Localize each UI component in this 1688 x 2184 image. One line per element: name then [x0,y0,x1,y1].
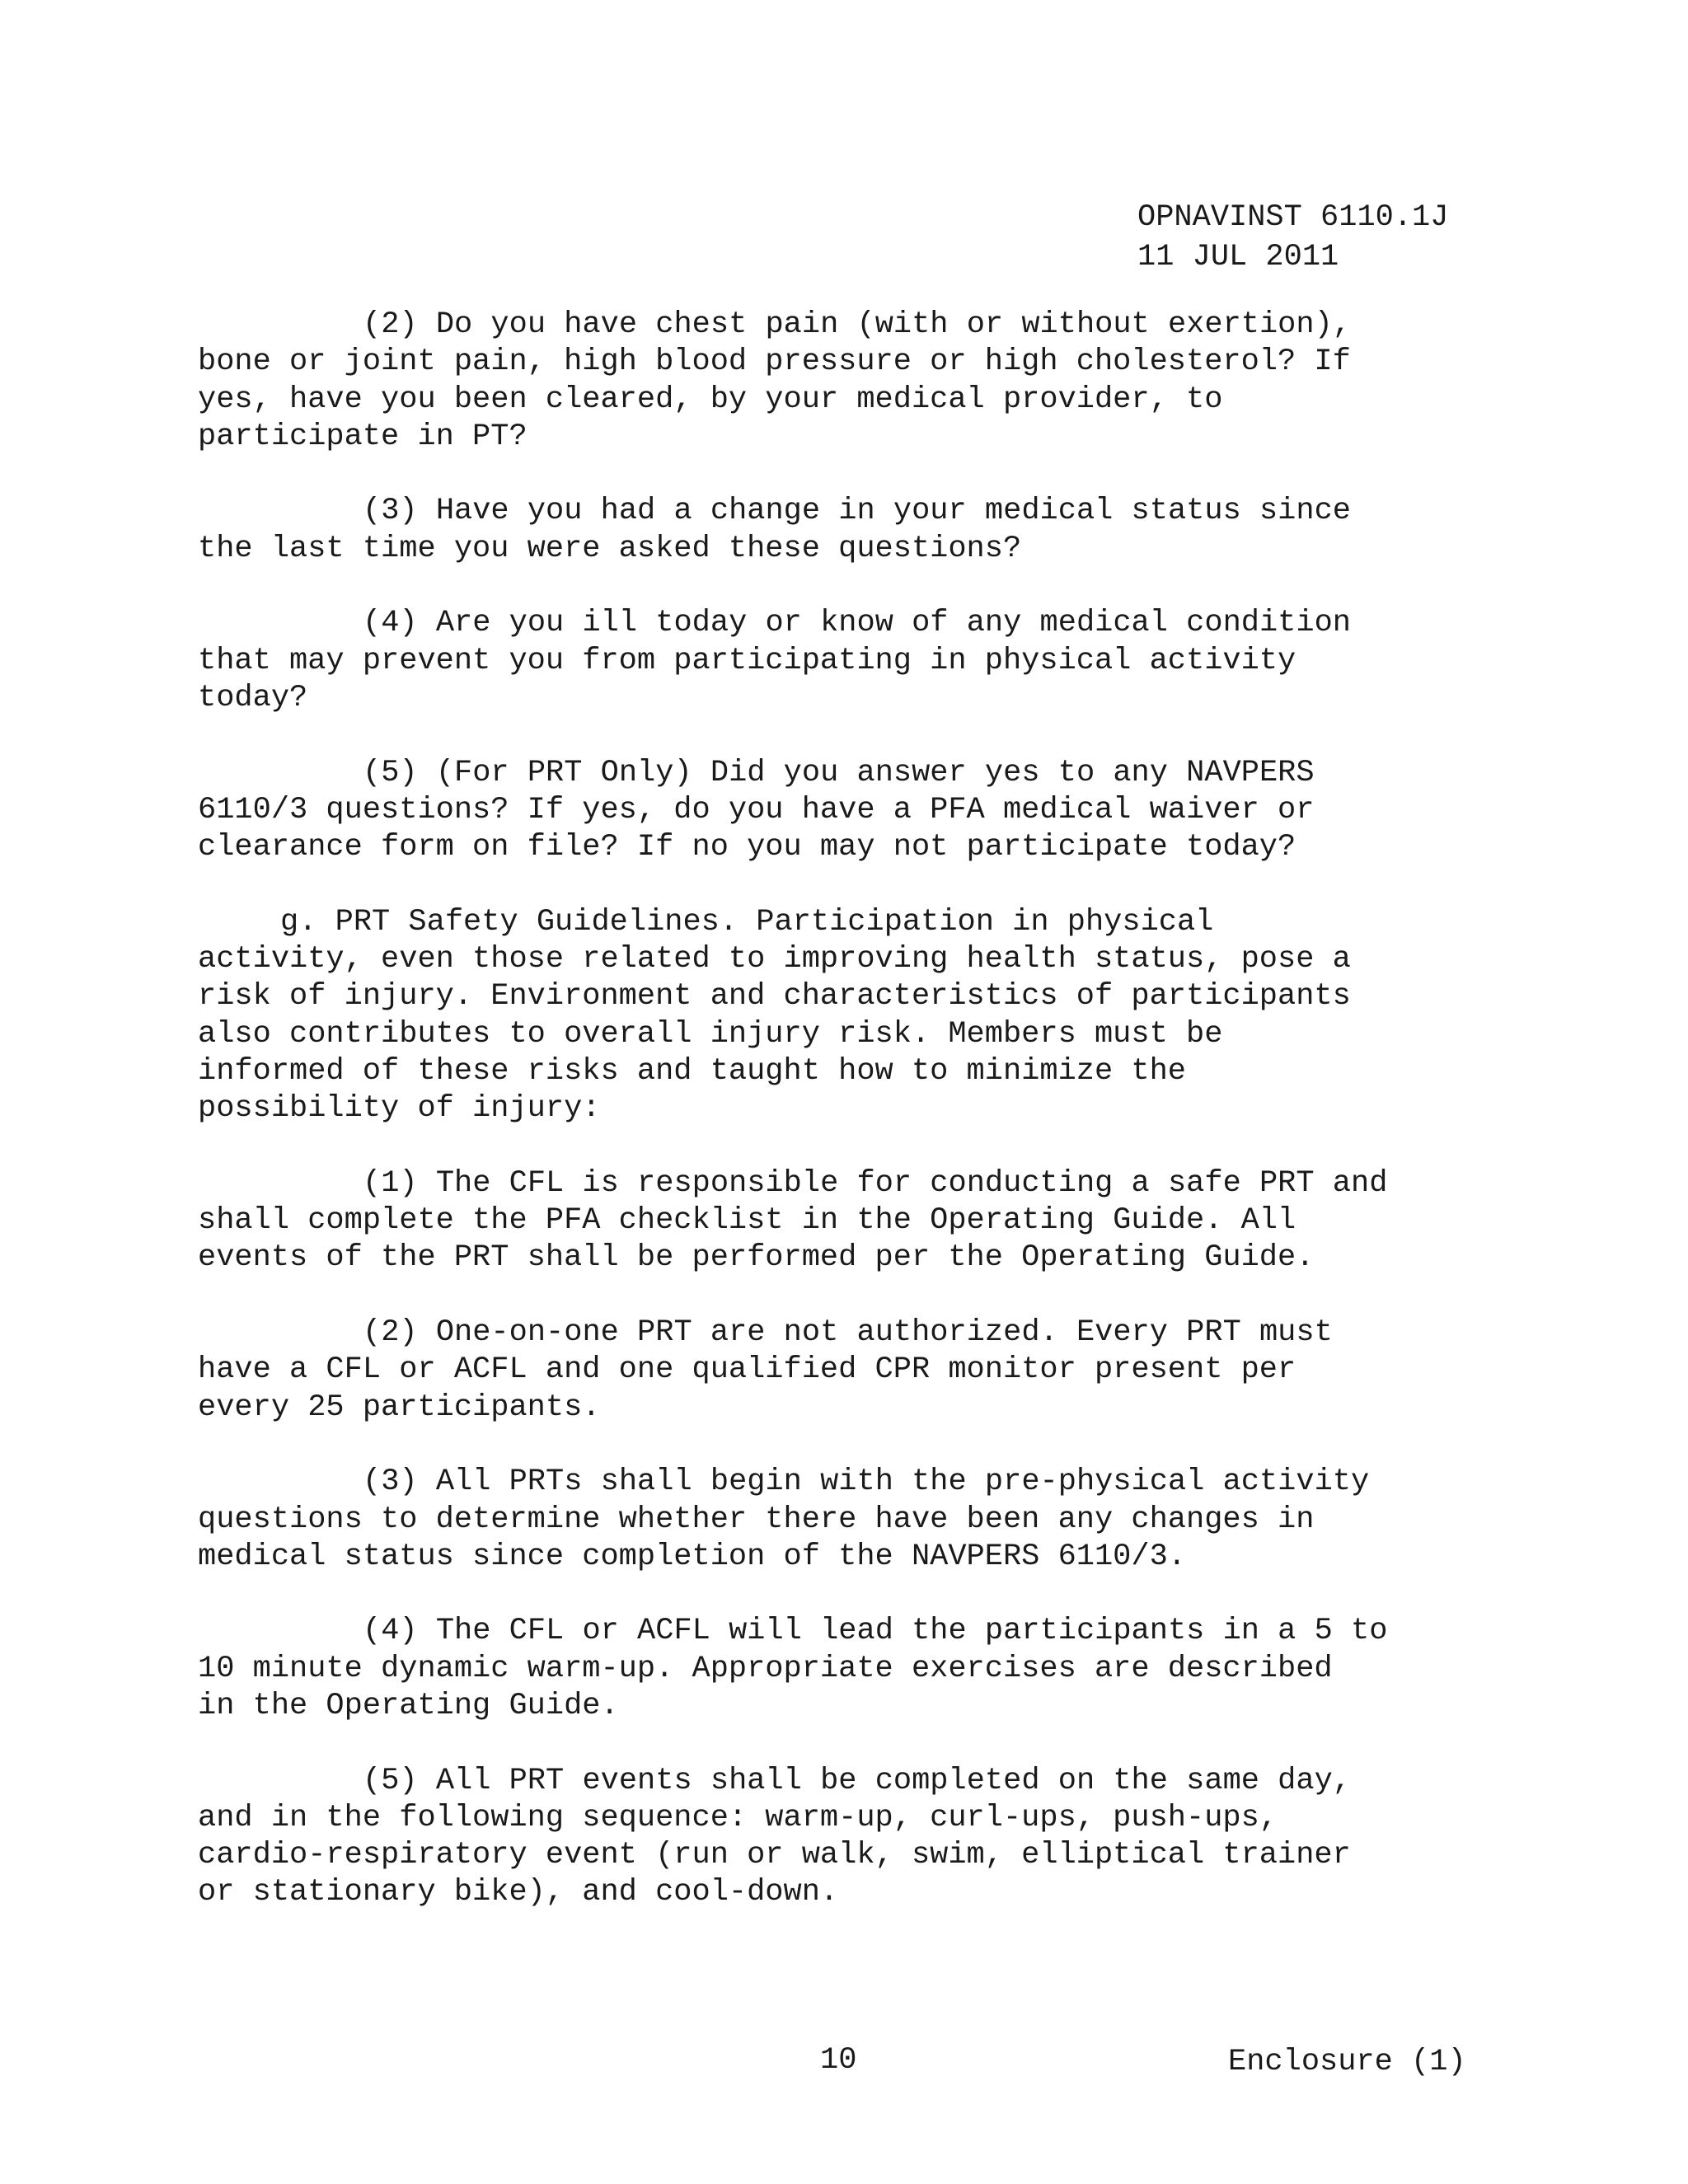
paragraph-question-4: (4) Are you ill today or know of any medical condition that may prevent you from participating in physical activity today? [198,606,1351,715]
page-number: 10 [820,2043,857,2078]
paragraph-question-5: (5) (For PRT Only) Did you answer yes to any NAVPERS 6110/3 questions? If yes, do you have a PFA medical waiver or clearance form on file? If no you may not participate today? [198,755,1315,865]
paragraph-question-3: (3) Have you had a change in your medical status since the last time you were asked these questions? [198,494,1351,566]
paragraph-guideline-5: (5) All PRT events shall be completed on the same day, and in the following sequence: warm-up, curl-ups, push-ups, cardio-respiratory event (run or walk, swim, elliptical trainer or stationary bike), and cool-down. [198,1763,1351,1910]
paragraph-guideline-1: (1) The CFL is responsible for conducting a safe PRT and shall complete the PFA checklist in the Operating Guide. All events of the PRT shall be performed per the Operating Guide. [198,1165,1388,1276]
paragraph-guideline-3: (3) All PRTs shall begin with the pre-physical activity questions to determine whether there have been any changes in medical status since completion of the NAVPERS 6110/3. [198,1465,1370,1574]
enclosure-label: Enclosure (1) [1228,2045,1466,2079]
doc-date: 11 JUL 2011 [1137,240,1339,274]
document-body [198,307,1517,1949]
paragraph-safety-guidelines: g. PRT Safety Guidelines. Participation in physical activity, even those related to improving health status, pose a risk of injury. Environment and characteristics of participants also contributes to overall injury risk. Members must be informed of these risks and taught how to minimize the possibility of injury: [198,904,1351,1127]
paragraph-guideline-2: (2) One-on-one PRT are not authorized. Every PRT must have a CFL or ACFL and one qualified CPR monitor present per every 25 participants. [198,1315,1333,1425]
paragraph-guideline-4: (4) The CFL or ACFL will lead the participants in a 5 to 10 minute dynamic warm-up. Appropriate exercises are described in the Operating Guide. [198,1614,1388,1723]
doc-number: OPNAVINST 6110.1J [1137,200,1449,235]
paragraph-question-2: (2) Do you have chest pain (with or without exertion), bone or joint pain, high blood pressure or high cholesterol? If yes, have you been cleared, by your medical provider, to participate in PT? [198,307,1351,454]
document-header [1137,198,1448,277]
